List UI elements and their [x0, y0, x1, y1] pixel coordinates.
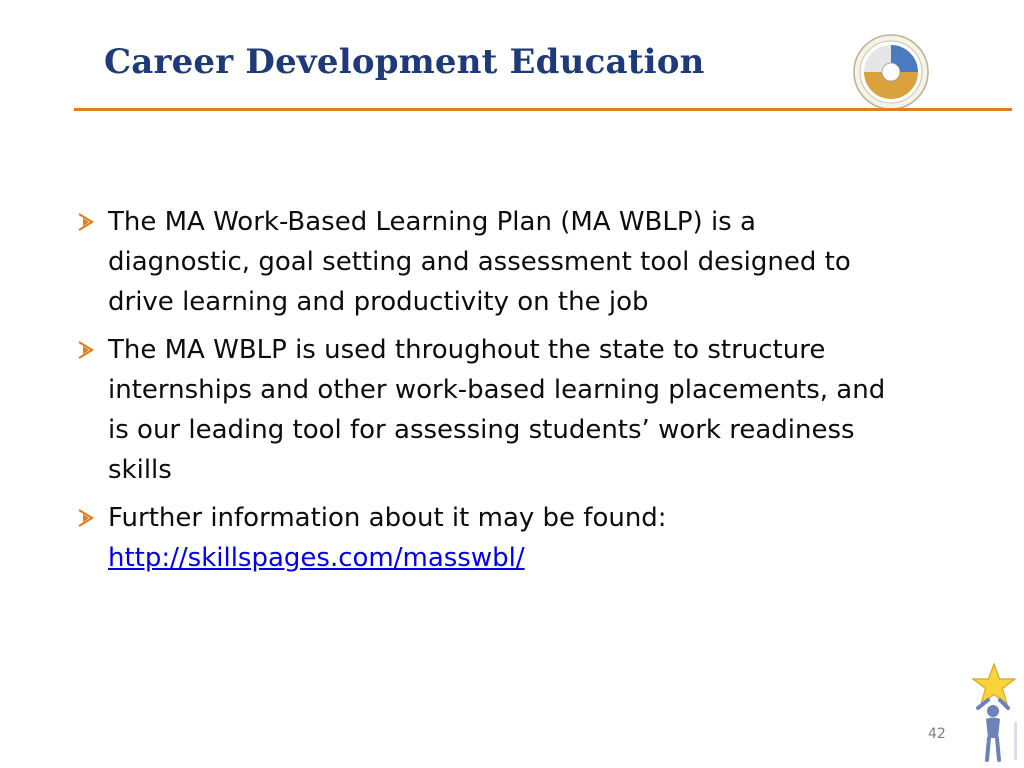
arrow-bullet-icon — [76, 212, 96, 232]
bullet-text: Further information about it may be found: — [108, 503, 667, 533]
bullet-list — [76, 202, 906, 586]
title-divider — [74, 108, 1012, 111]
slide-title: Career Development Education — [104, 42, 705, 82]
masswbl-link[interactable]: http://skillspages.com/masswbl/ — [108, 543, 525, 573]
arrow-bullet-icon — [76, 340, 96, 360]
bullet-item-wblp-usage — [76, 330, 906, 490]
circular-framework-logo-icon — [852, 33, 930, 111]
bullet-text: The MA Work-Based Learning Plan (MA WBLP) is a diagnostic, goal setting and assessment tool designed to drive learning and productivity on the job — [108, 207, 851, 317]
bullet-item-wblp-definition — [76, 202, 906, 322]
page-number: 42 — [928, 726, 946, 742]
bullet-text: The MA WBLP is used throughout the state to structure internships and other work-based learning placements, and is our leading tool for assessing students’ work readiness skills — [108, 335, 886, 485]
person-holding-star-icon — [964, 662, 1020, 762]
bullet-item-further-info — [76, 498, 906, 578]
arrow-bullet-icon — [76, 508, 96, 528]
